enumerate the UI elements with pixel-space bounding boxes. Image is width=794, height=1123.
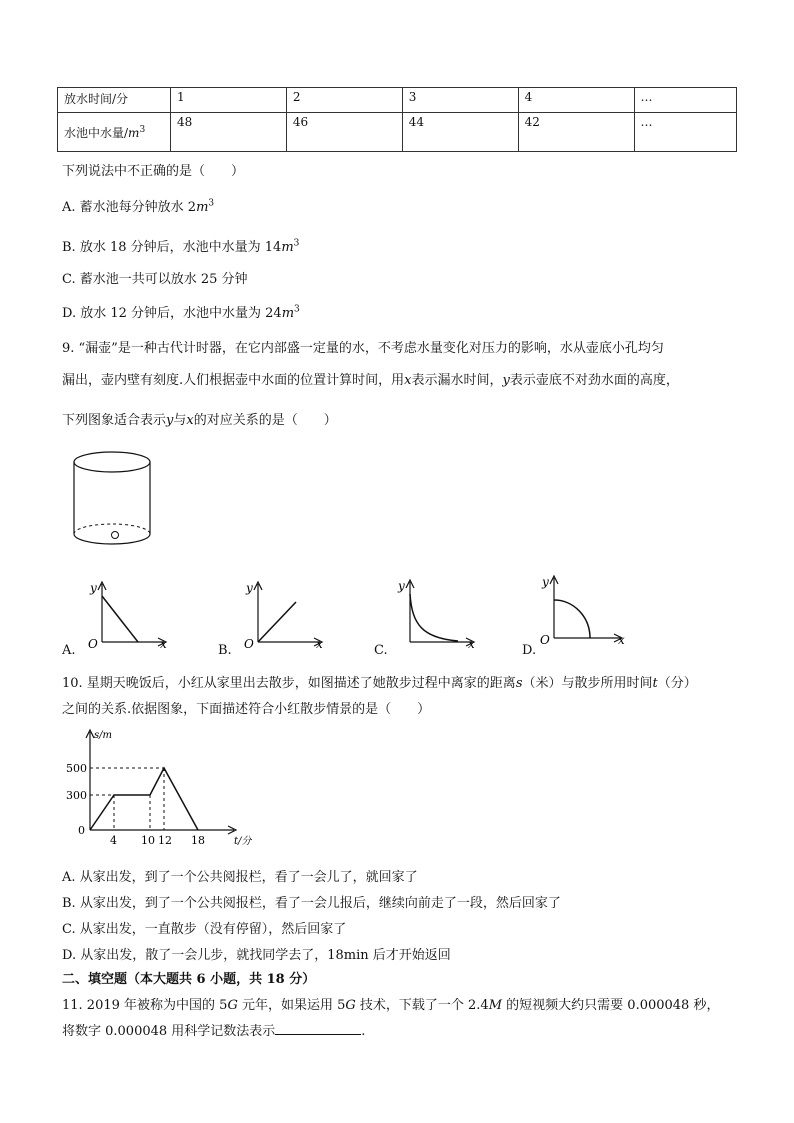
y-tick-500: 500: [66, 762, 87, 775]
q8-option-a: A. 蓄水池每分钟放水 $2m^3$: [62, 198, 215, 215]
graph-b: [244, 578, 328, 650]
q8-option-b: B. 放水 18 分钟后，水池中水量为 $14m^3$: [62, 238, 300, 255]
q9-option-b: B.: [218, 643, 232, 658]
x-axis-label: x: [316, 637, 323, 650]
q11-line-1: 11. 2019 年被称为中国的 5G 元年，如果运用 5G 技术，下载了一个 2.4M 的短视频大约只需要 0.000048 秒，: [62, 998, 720, 1013]
origin-label: O: [88, 637, 98, 650]
t-axis-label: t/分: [234, 836, 252, 847]
y-tick-300: 300: [66, 789, 87, 802]
x-tick-4: 4: [110, 834, 117, 847]
q9-line-1: 9. “漏壶”是一种古代计时器，在它内部盛一定量的水，不考虑水量变化对压力的影响，水从壶底小孔均匀: [62, 341, 664, 356]
graph-c: [396, 576, 480, 650]
table-row: [58, 88, 737, 113]
table-cell: 1: [171, 88, 287, 113]
x-axis-label: x: [160, 637, 167, 650]
table-row: [58, 113, 737, 152]
y-tick-0: 0: [78, 824, 85, 837]
graph-d: [540, 572, 630, 646]
y-axis-label: y: [90, 581, 97, 595]
q9-option-c: C.: [374, 643, 388, 658]
cylinder-figure: [70, 448, 160, 550]
q9-line-2: 漏出，壶内壁有刻度.人们根据壶中水面的位置计算时间，用x表示漏水时间，y表示壶底不对劲水面的高度，: [62, 373, 679, 388]
table-cell: 46: [286, 113, 402, 152]
q10-option-a: A. 从家出发，到了一个公共阅报栏，看了一会儿了，就回家了: [62, 870, 418, 885]
distance-time-graph: [62, 726, 252, 850]
water-table: [57, 87, 737, 152]
table-cell: 42: [518, 113, 634, 152]
x-tick-18: 18: [191, 834, 205, 847]
q8-stem: 下列说法中不正确的是（ ）: [62, 164, 245, 179]
q9-option-d: D.: [522, 643, 537, 658]
q10-line-1: 10. 星期天晚饭后，小红从家里出去散步，如图描述了她散步过程中离家的距离s（米）与散步所用时间t（分）: [62, 676, 697, 691]
origin-label: O: [244, 637, 254, 650]
y-axis-label: y: [246, 581, 253, 595]
table-cell: 44: [402, 113, 518, 152]
s-axis-label: s/m: [94, 730, 112, 741]
q9-option-a: A.: [62, 643, 76, 658]
q10-line-2: 之间的关系.依据图象，下面描述符合小红散步情景的是（ ）: [62, 702, 431, 717]
table-cell: 3: [402, 88, 518, 113]
table-cell: 2: [286, 88, 402, 113]
row-label: 放水时间/分: [58, 88, 171, 113]
q8-option-d: D. 放水 12 分钟后，水池中水量为 $24m^3$: [62, 304, 300, 321]
x-tick-10: 10: [141, 834, 155, 847]
q10-option-c: C. 从家出发，一直散步（没有停留），然后回家了: [62, 922, 347, 937]
graph-a: [88, 578, 172, 650]
origin-label: O: [540, 633, 550, 646]
x-axis-label: x: [468, 637, 475, 650]
section-heading: 二、填空题（本大题共 6 小题，共 18 分）: [62, 972, 316, 987]
answer-blank[interactable]: [275, 1022, 361, 1035]
x-tick-12: 12: [158, 834, 172, 847]
q10-option-d: D. 从家出发，散了一会儿步，就找同学去了，18min 后才开始返回: [62, 948, 451, 963]
table-cell: 4: [518, 88, 634, 113]
table-cell: …: [634, 88, 737, 113]
q9-line-3: 下列图象适合表示y与x的对应关系的是（ ）: [62, 413, 337, 428]
q10-option-b: B. 从家出发，到了一个公共阅报栏，看了一会儿报后，继续向前走了一段，然后回家了: [62, 896, 561, 911]
x-axis-label: x: [618, 633, 625, 646]
q11-line-2: 将数字 0.000048 用科学记数法表示 .: [62, 1024, 366, 1039]
y-axis-label: y: [542, 575, 549, 589]
table-cell: 48: [171, 113, 287, 152]
q8-option-c: C. 蓄水池一共可以放水 25 分钟: [62, 272, 248, 287]
y-axis-label: y: [398, 579, 405, 593]
row-label: 水池中水量$/m^3$: [58, 113, 171, 152]
table-cell: …: [634, 113, 737, 152]
